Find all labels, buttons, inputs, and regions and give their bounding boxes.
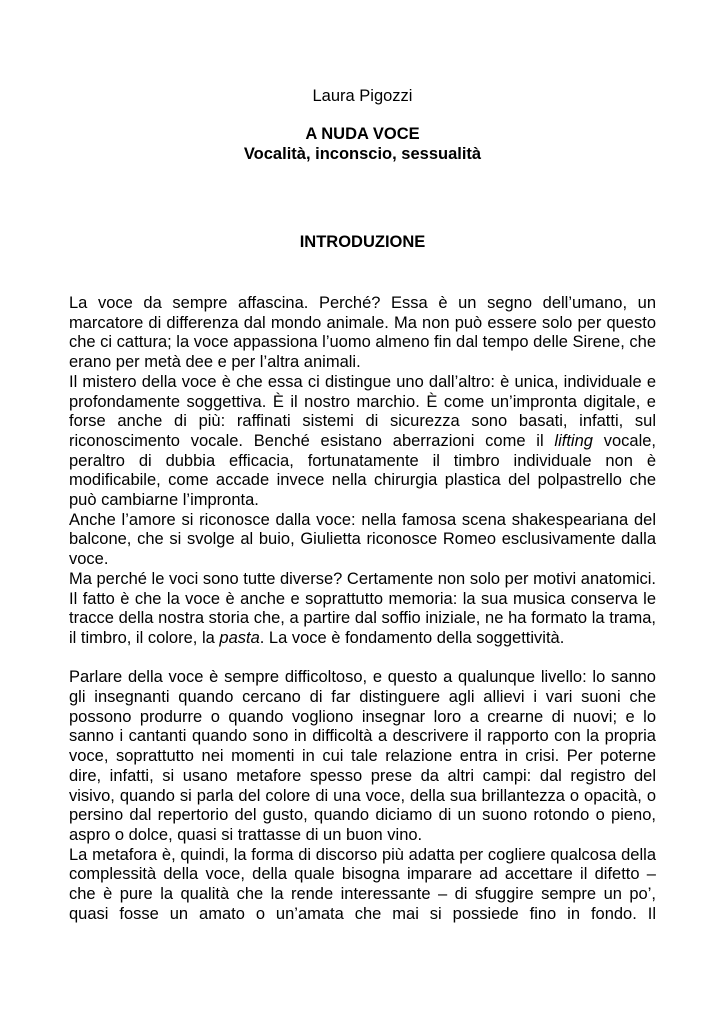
paragraph-4-italic: pasta: [219, 628, 260, 647]
paragraph-2-text-a: Il mistero della voce è che essa ci distingue uno dall’altro: è unica, individuale e profondamente soggettiva. È il nostro marchio. È come un’impronta digitale, e forse anche di più: raffinati sistemi di sicurezza sono basati, infatti, sul riconoscimento vocale. Benché esistano aberrazioni come il: [69, 372, 656, 450]
paragraph-5: Parlare della voce è sempre difficoltoso, e questo a qualunque livello: lo sanno gli insegnanti quando cercano di far distinguere agli allievi i vari suoni che possono produrre o quando vogliono insegnar loro a crearne di nuovi; e lo sanno i cantanti quando sono in difficoltà a descrivere il rapporto con la propria voce, soprattutto nei momenti in cui tale relazione entra in crisi. Per poterne dire, infatti, si usano metafore spesso prese da altri campi: dal registro del visivo, quando si parla del colore di una voce, della sua brillantezza o opacità, o persino dal repertorio del gusto, quando diciamo di un suono rotondo o pieno, aspro o dolce, quasi si trattasse di un buon vino.: [69, 668, 656, 844]
paragraph-3: Anche l’amore si riconosce dalla voce: nella famosa scena shakespeariana del balcone, che si svolge al buio, Giulietta riconosce Romeo esclusivamente dalla voce.: [69, 510, 656, 569]
paragraph-2-italic: lifting: [554, 431, 593, 450]
book-title: A NUDA VOCE: [305, 125, 420, 143]
paragraph-1: La voce da sempre affascina. Perché? Essa è un segno dell’umano, un marcatore di differenza dal mondo animale. Ma non può essere solo per questo che ci cattura; la voce appassiona l’uomo almeno fin dal tempo delle Sirene, che erano per metà dee e per l’altra animali.: [69, 294, 657, 372]
author-name: Laura Pigozzi: [312, 87, 413, 105]
paragraph-4-text-b: . La voce è fondamento della soggettività.: [259, 628, 565, 647]
paragraph-4-text-a: Ma perché le voci sono tutte diverse? Certamente non solo per motivi anatomici. Il fatto è che la voce è anche e soprattutto memoria: la sua musica conserva le tracce della nostra storia che, a partire dal soffio iniziale, ne ha formato la trama, il timbro, il colore, la: [69, 569, 656, 647]
book-subtitle: Vocalità, inconscio, sessualità: [243, 145, 482, 163]
paragraph-4: [69, 570, 656, 649]
body-text: [69, 294, 656, 924]
paragraph-2: [69, 373, 656, 511]
section-heading: INTRODUZIONE: [299, 233, 426, 251]
paragraph-6: La metafora è, quindi, la forma di discorso più adatta per cogliere qualcosa della complessità della voce, della quale bisogna imparare ad accettare il difetto – che è pure la qualità che la rende interessante – di sfuggire sempre un po’, quasi fosse un amato o un’amata che mai si possiede fino in fondo. Il: [69, 845, 656, 923]
paragraph-2-text-b: vocale, peraltro di dubbia efficacia, fortunatamente il timbro individuale non è modificabile, come accade invece nella chirurgia plastica del polpastrello che può cambiarne l’impronta.: [69, 431, 656, 510]
